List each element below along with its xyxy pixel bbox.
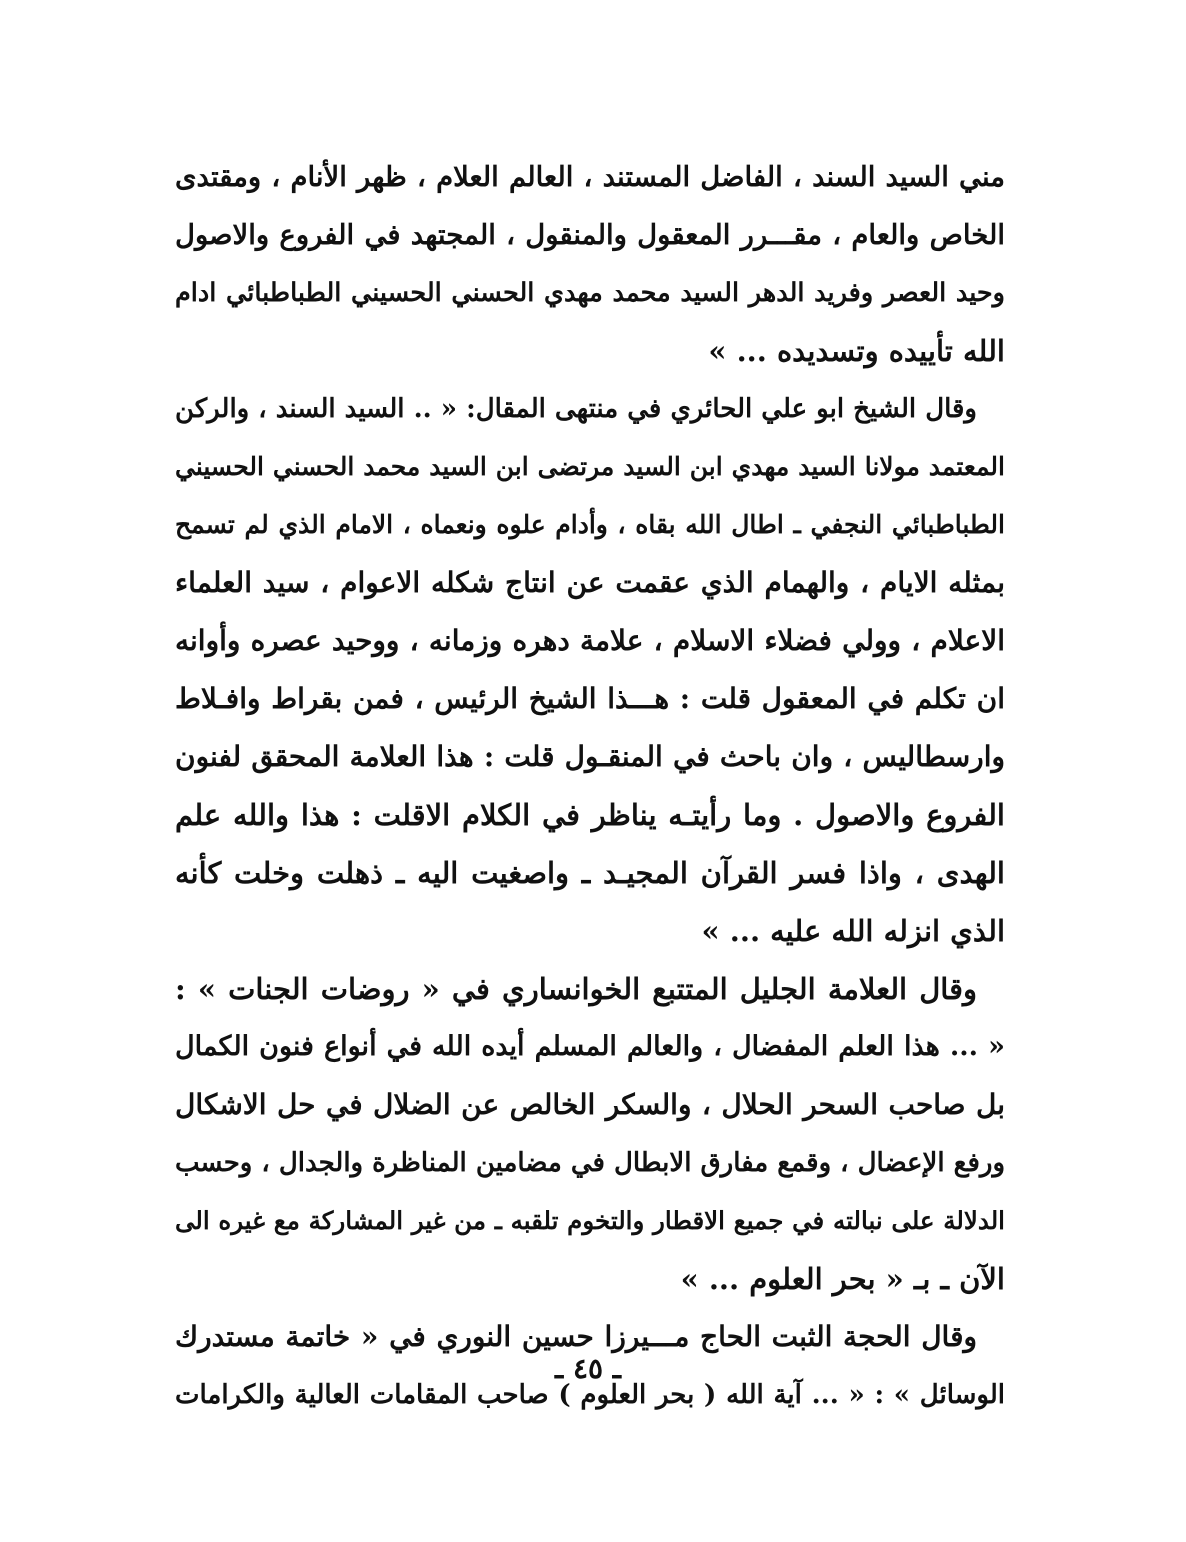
text-line-19: الدلالة على نبالته في جميع الاقطار والتخوم تلقبه ـ من غير المشاركة مع غيره الى (175, 1206, 1005, 1235)
body-text (175, 148, 1005, 1424)
text-line-12: الفروع والاصول . وما رأيتـه يناظر في الكلام الاقلت : هذا والله علم (175, 798, 1005, 832)
text-line-8: بمثله الايام ، والهمام الذي عقمت عن انتاج شكله الاعوام ، سيد العلماء (175, 566, 1005, 599)
text-line-17: بل صاحب السحر الحلال ، والسكر الخالص عن الضلال في حل الاشكال (175, 1088, 1005, 1121)
text-line-2: الخاص والعام ، مقـــرر المعقول والمنقول ، المجتهد في الفروع والاصول (175, 219, 1005, 251)
text-line-16: « ... هذا العلم المفضال ، والعالم المسلم أيده الله في أنواع فنون الكمال (175, 1031, 1005, 1062)
text-line-1: مني السيد السند ، الفاضل المستند ، العالم العلام ، ظهر الأنام ، ومقتدى (175, 161, 1005, 193)
text-line-9: الاعلام ، وولي فضلاء الاسلام ، علامة دهره وزمانه ، ووحيد عصره وأوانه (175, 624, 1005, 657)
text-line-6: المعتمد مولانا السيد مهدي ابن السيد مرتضى ابن السيد محمد الحسني الحسيني (175, 452, 1005, 481)
text-line-18: ورفع الإعضال ، وقمع مفارق الابطال في مضامين المناظرة والجدال ، وحسب (175, 1148, 1005, 1178)
text-line-5: وقال الشيخ ابو علي الحائري في منتهى المقال: « .. السيد السند ، والركن (175, 394, 977, 424)
page-number: ـ ٤٥ ـ (555, 1352, 621, 1385)
text-line-7: الطباطبائي النجفي ـ اطال الله بقاه ، وأدام علوه ونعماه ، الامام الذي لم تسمح (175, 510, 1005, 539)
text-line-20: الآن ـ بـ « بحر العلوم ... » (680, 1262, 1005, 1296)
text-line-13: الهدى ، واذا فسر القرآن المجيـد ـ واصغيت اليه ـ ذهلت وخلت كأنه (175, 856, 1005, 890)
text-line-14: الذي انزله الله عليه ... » (701, 914, 1005, 948)
text-line-4: الله تأييده وتسديده ... » (708, 334, 1005, 368)
text-line-11: وارسطاليس ، وان باحث في المنقـول قلت : هذا العلامة المحقق لفنون (175, 740, 1005, 773)
text-line-15: وقال العلامة الجليل المتتبع الخوانساري في « روضات الجنات » : (175, 972, 977, 1006)
text-line-22: الوسائل » : « ... آية الله ( بحر العلوم ) صاحب المقامات العالية والكرامات (175, 1380, 1005, 1410)
text-line-21: وقال الحجة الثبت الحاج مـــيرزا حسين النوري في « خاتمة مستدرك (175, 1320, 977, 1353)
text-line-10: ان تكلم في المعقول قلت : هـــذا الشيخ الرئيس ، فمن بقراط وافـلاط (175, 682, 1005, 715)
text-line-3: وحيد العصر وفريد الدهر السيد محمد مهدي الحسني الحسيني الطباطبائي ادام (175, 278, 1005, 308)
